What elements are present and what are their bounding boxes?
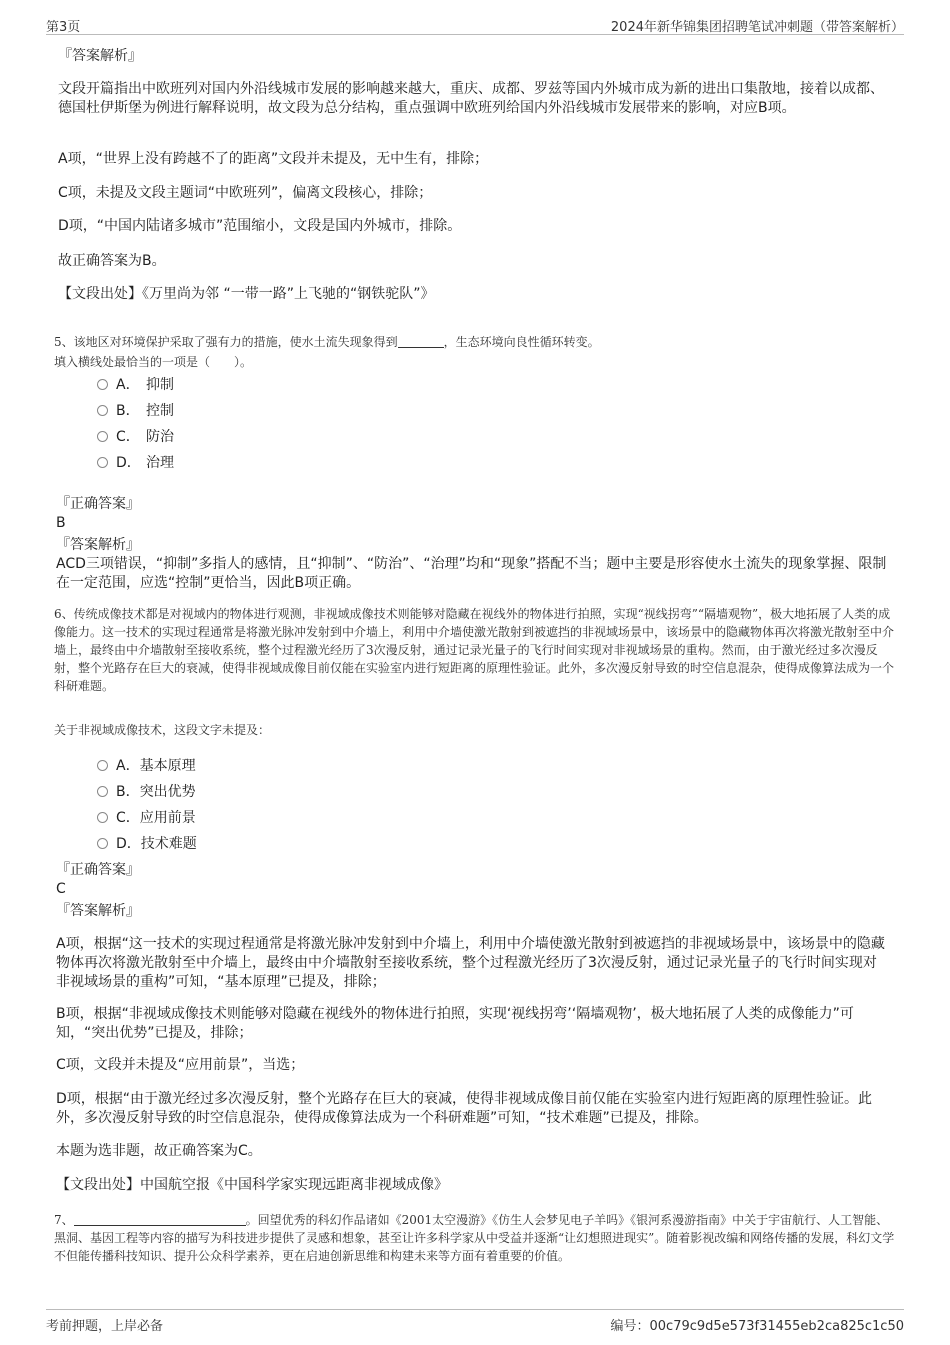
q5-option-a[interactable] — [97, 375, 174, 395]
q7-stem — [54, 1211, 896, 1265]
radio-icon[interactable] — [97, 405, 108, 416]
q6-explain-title: 『答案解析』 — [56, 903, 140, 919]
document-id: 编号：00c79c9d5e573f31455eb2ca825c1c50 — [610, 1319, 904, 1334]
radio-icon[interactable] — [97, 838, 108, 849]
document-title: 2024年新华锦集团招聘笔试冲刺题（带答案解析） — [610, 20, 904, 35]
q6-option-b[interactable] — [97, 782, 196, 802]
q6-source: 【文段出处】中国航空报《中国科学家实现远距离非视域成像》 — [56, 1177, 448, 1193]
radio-icon[interactable] — [97, 431, 108, 442]
q6-option-d-analysis: D项，根据“由于激光经过多次漫反射，整个光路存在巨大的衰减，使得非视域成像目前仅能在实验室内进行短距离的原理性验证。此外，多次漫反射导致的时空信息混杂，使得成像算法成为一个科研难题”可知，“技术难题”已提及，排除。 — [56, 1091, 873, 1126]
option-text: 基本原理 — [139, 758, 196, 774]
option-letter: D． — [116, 455, 141, 471]
page-number: 第3页 — [46, 20, 81, 35]
fill-blank — [74, 1213, 246, 1226]
q5-option-c[interactable] — [97, 427, 174, 447]
option-letter: A． — [116, 758, 140, 774]
q6-option-a[interactable] — [97, 756, 196, 776]
footer-slogan: 考前押题，上岸必备 — [46, 1319, 164, 1334]
q5-option-b[interactable] — [97, 401, 174, 421]
q5-stem-pre: 5、该地区对环境保护采取了强有力的措施，使水土流失现象得到 — [54, 335, 398, 349]
page-header — [46, 14, 904, 35]
q4-explain-title: 『答案解析』 — [58, 48, 142, 64]
q4-explain-text: 文段开篇指出中欧班列对国内外沿线城市发展的影响越来越大，重庆、成都、罗兹等国内外城市成为新的进出口集散地，接着以成都、德国杜伊斯堡为例进行解释说明，故文段为总分结构，重点强调中欧班列给国内外沿线城市发展带来的影响，对应B项。 — [58, 81, 884, 116]
option-letter: A． — [116, 377, 140, 393]
q4-conclusion: 故正确答案为B。 — [58, 253, 166, 269]
radio-icon[interactable] — [97, 786, 108, 797]
q7-text: 。回望优秀的科幻作品诸如《2001太空漫游》《仿生人会梦见电子羊吗》《银河系漫游指南》中关于宇宙航行、人工智能、黑洞、基因工程等内容的描写为科技进步提供了灵感和想象，甚至让许多科学家从中受益并逐渐“让幻想照进现实”。随着影视改编和网络传播的发展，科幻文学不但能传播科技知识、提升公众科学素养，更在启迪创新思维和构建未来等方面有着重要的价值。 — [54, 1213, 895, 1263]
option-letter: C． — [116, 429, 140, 445]
q4-option-a-analysis: A项，“世界上没有跨越不了的距离”文段并未提及，无中生有，排除； — [58, 151, 489, 167]
q5-answer-title: 『正确答案』 — [56, 496, 140, 512]
page-footer — [46, 1309, 904, 1334]
radio-icon[interactable] — [97, 760, 108, 771]
q6-question: 关于非视域成像技术，这段文字未提及： — [54, 723, 271, 737]
option-letter: B． — [116, 403, 140, 419]
q6-option-c[interactable] — [97, 808, 196, 828]
q5-explain-text: ACD三项错误，“抑制”多指人的感情，且“抑制”、“防治”、“治理”均和“现象”搭配不当；题中主要是形容使水土流失的现象掌握、限制在一定范围，应选“控制”更恰当，因此B项正确。 — [56, 556, 887, 591]
q6-option-a-analysis: A项，根据“这一技术的实现过程通常是将激光脉冲发射到中介墙上，利用中介墙使激光散射到被遮挡的非视域场景中，该场景中的隐藏物体再次将激光散射至中介墙上，最终由中介墙散射至接收系统，整个过程激光经历了3次漫反射，通过记录光量子的飞行时间实现对非视域场景的重构”可知，“基本原理”已提及，排除； — [56, 936, 885, 990]
q5-answer: B — [56, 515, 66, 531]
q6-answer: C — [56, 881, 66, 897]
option-text: 控制 — [146, 403, 174, 419]
fill-blank — [398, 335, 444, 348]
q6-answer-title: 『正确答案』 — [56, 862, 140, 878]
option-text: 防治 — [146, 429, 174, 445]
q5-stem-post: ，生态环境向良性循环转变。 — [443, 335, 600, 349]
q7-number: 7、 — [54, 1213, 74, 1227]
option-text: 突出优势 — [139, 784, 196, 800]
q4-option-d-analysis: D项，“中国内陆诸多城市”范围缩小，文段是国内外城市，排除。 — [58, 218, 462, 234]
q6-option-d[interactable] — [97, 834, 197, 854]
option-text: 技术难题 — [140, 836, 197, 852]
option-letter: C． — [116, 810, 140, 826]
option-text: 抑制 — [146, 377, 174, 393]
q6-stem: 6、传统成像技术都是对视域内的物体进行观测，非视域成像技术则能够对隐藏在视线外的物体进行拍照，实现“视线拐弯”“隔墙观物”，极大地拓展了人类的成像能力。这一技术的实现过程通常是将激光脉冲发射到中介墙上，利用中介墙使激光散射到被遮挡的非视域场景中，该场景中的隐藏物体再次将激光散射至中介墙上，最终由中介墙散射至接收系统，整个过程激光经历了3次漫反射，通过记录光量子的飞行时间实现对非视域场景的重构。然而，由于激光经过多次漫反射，整个光路存在巨大的衰减，使得非视域成像目前仅能在实验室内进行短距离的原理性验证。此外，多次漫反射导致的时空信息混杂，使得成像算法成为一个科研难题。 — [54, 607, 895, 693]
q6-conclusion: 本题为选非题，故正确答案为C。 — [56, 1143, 262, 1159]
radio-icon[interactable] — [97, 812, 108, 823]
radio-icon[interactable] — [97, 379, 108, 390]
q6-option-b-analysis: B项，根据“非视域成像技术则能够对隐藏在视线外的物体进行拍照，实现‘视线拐弯’‘隔墙观物’，极大地拓展了人类的成像能力”可知，“突出优势”已提及，排除； — [56, 1006, 854, 1041]
option-letter: B． — [116, 784, 140, 800]
q4-source: 【文段出处】《万里尚为邻 “一带一路”上飞驰的“钢铁驼队”》 — [58, 286, 435, 302]
q5-instruction: 填入横线处最恰当的一项是（ ）。 — [54, 355, 253, 369]
q5-stem — [54, 333, 904, 351]
q5-option-d[interactable] — [97, 453, 174, 473]
option-letter: D． — [116, 836, 141, 852]
option-text: 治理 — [146, 455, 174, 471]
radio-icon[interactable] — [97, 457, 108, 468]
q4-option-c-analysis: C项，未提及文段主题词“中欧班列”，偏离文段核心，排除； — [58, 185, 433, 201]
option-text: 应用前景 — [139, 810, 196, 826]
q6-option-c-analysis: C项，文段并未提及“应用前景”，当选； — [56, 1057, 305, 1073]
q5-explain-title: 『答案解析』 — [56, 537, 140, 553]
